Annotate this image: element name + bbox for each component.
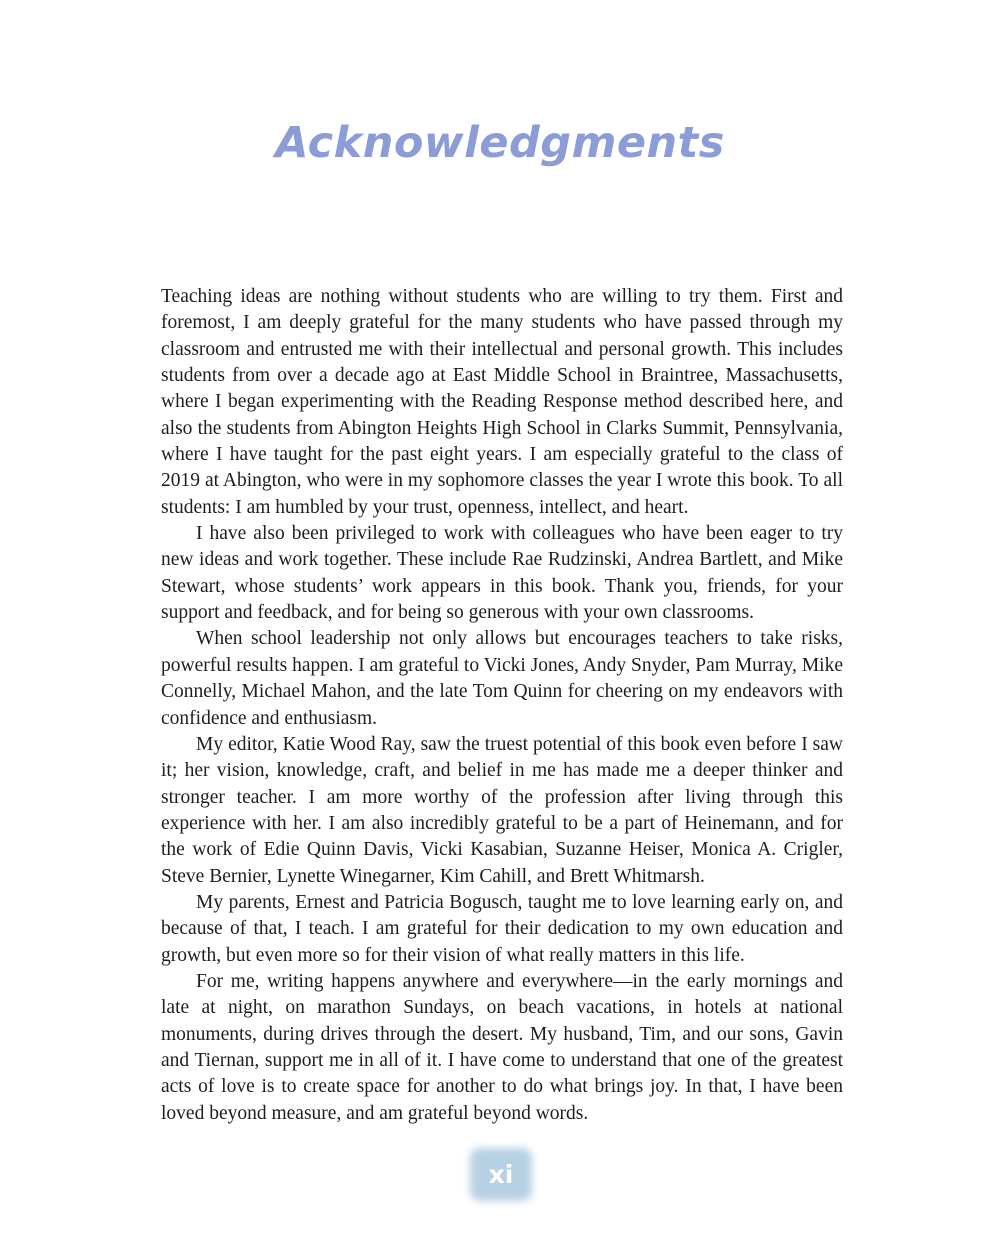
paragraph-students: Teaching ideas are nothing without students who are willing to try them. First and foremost, I am deeply grateful for the many students who have passed through my classroom and entrusted me with their intellectual and personal growth. This includes students from over a decade ago at East Middle School in Braintree, Massachusetts, where I began experimenting with the Reading Response method described here, and also the students from Abington Heights High School in Clarks Summit, Pennsylvania, where I have taught for the past eight years. I am especially grateful to the class of 2019 at Abington, who were in my sophomore classes the year I wrote this book. To all students: I am humbled by your trust, openness, intellect, and heart. bbox=[161, 286, 843, 518]
paragraph-family: For me, writing happens anywhere and everywhere—in the early mornings and late at night, on marathon Sundays, on beach vacations, in hotels at national monuments, during drives through the desert. My husband, Tim, and our sons, Gavin and Tiernan, support me in all of it. I have come to understand that one of the greatest acts of love is to create space for another to do what brings joy. In that, I have been loved beyond measure, and am grateful beyond words. bbox=[161, 970, 843, 1124]
paragraph-leadership: When school leadership not only allows but encourages teachers to take risks, powerful results happen. I am grateful to Vicki Jones, Andy Snyder, Pam Murray, Mike Connelly, Michael Mahon, and the late Tom Quinn for cheering on my endeavors with confidence and enthusiasm. bbox=[161, 628, 843, 729]
paragraph-parents: My parents, Ernest and Patricia Bogusch, taught me to love learning early on, and because of that, I teach. I am grateful for their dedication to my own education and growth, but even more so for their vision of what really matters in this life. bbox=[161, 891, 843, 966]
paragraph-editor: My editor, Katie Wood Ray, saw the truest potential of this book even before I saw it; her vision, knowledge, craft, and belief in me has made me a deeper thinker and stronger teacher. I am more worthy of the profession after living through this experience with her. I am also incredibly grateful to be a part of Heinemann, and for the work of Edie Quinn Davis, Vicki Kasabian, Suzanne Heiser, Monica A. Crigler, Steve Bernier, Lynette Winegarner, Kim Cahill, and Brett Whitmarsh. bbox=[161, 733, 843, 887]
page-number: xi bbox=[488, 1160, 514, 1189]
acknowledgments-text bbox=[161, 284, 843, 1127]
paragraph-colleagues: I have also been privileged to work with colleagues who have been eager to try new ideas and work together. These include Rae Rudzinski, Andrea Bartlett, and Mike Stewart, whose students’ work appears in this book. Thank you, friends, for your support and feedback, and for being so generous with your own classrooms. bbox=[161, 523, 843, 624]
page-number-badge bbox=[470, 1148, 532, 1201]
page-title: Acknowledgments bbox=[275, 118, 725, 168]
